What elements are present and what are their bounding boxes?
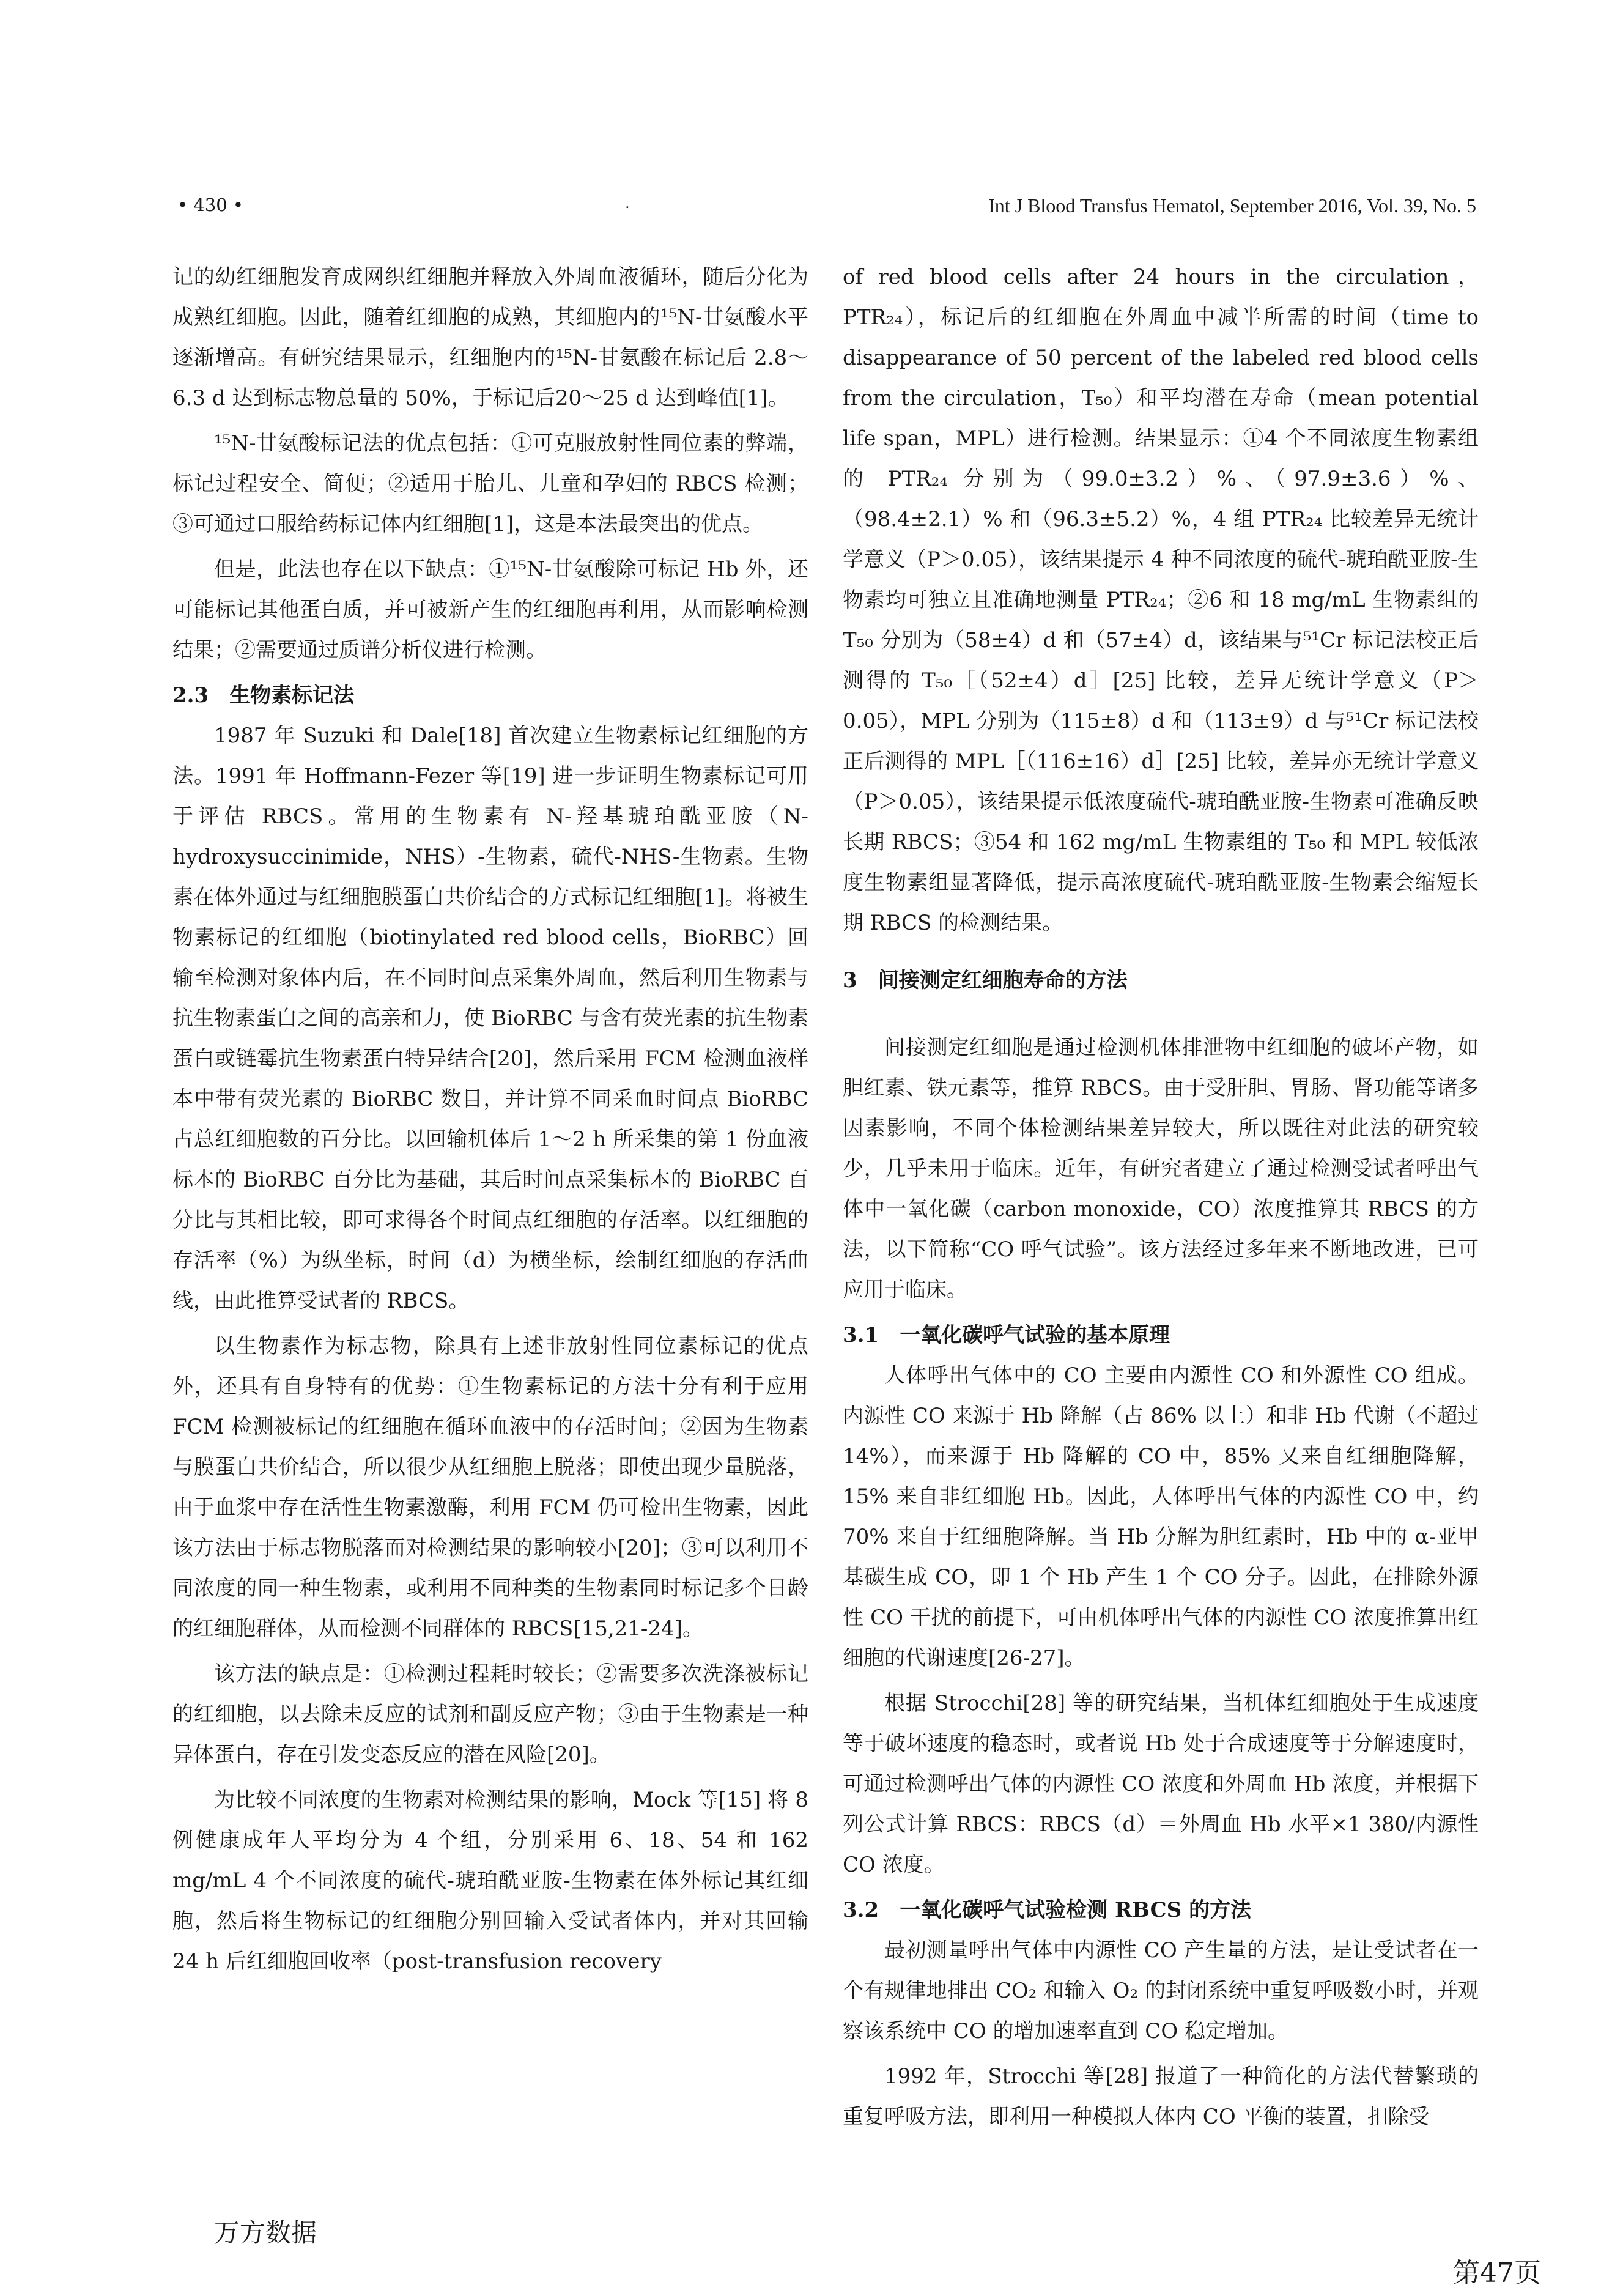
watermark: 万方数据 (214, 2218, 317, 2248)
left-column (172, 257, 808, 1987)
right-column (843, 257, 1479, 2142)
paragraph: 人体呼出气体中的 CO 主要由内源性 CO 和外源性 CO 组成。内源性 CO 来源于 Hb 降解（占 86% 以上）和非 Hb 代谢（不超过 14%），而来源于 Hb 降解的 CO 中，85% 又来自红细胞降解，15% 来自非红细胞 Hb。因此，人体呼出气体的内源性 CO 中，约 70% 来自于红细胞降解。当 Hb 分解为胆红素时，Hb 中的 α-亚甲基碳生成 CO，即 1 个 Hb 产生 1 个 CO 分子。因此，在排除外源性 CO 干扰的前提下，可由机体呼出气体的内源性 CO 浓度推算出红细胞的代谢速度[26-27]。 (843, 1363, 1479, 1670)
paragraph: ¹⁵N-甘氨酸标记法的优点包括：①可克服放射性同位素的弊端，标记过程安全、简便；②适用于胎儿、儿童和孕妇的 RBCS 检测；③可通过口服给药标记体内红细胞[1]，这是本法最突出的优点。 (172, 431, 808, 536)
section-heading: 3.2 一氧化碳呼气试验检测 RBCS 的方法 (843, 1898, 1252, 1922)
paragraph: 间接测定红细胞是通过检测机体排泄物中红细胞的破坏产物，如胆红素、铁元素等，推算 RBCS。由于受肝胆、胃肠、肾功能等诸多因素影响，不同个体检测结果差异较大，所以既往对此法的研究较少，几乎未用于临床。近年，有研究者建立了通过检测受试者呼出气体中一氧化碳（carbon monoxide，CO）浓度推算其 RBCS 的方法，以下简称“CO 呼气试验”。该方法经过多年来不断地改进，已可应用于临床。 (843, 1035, 1479, 1302)
paragraph: 为比较不同浓度的生物素对检测结果的影响，Mock 等[15] 将 8 例健康成年人平均分为 4 个组，分别采用 6、18、54 和 162 mg/mL 4 个不同浓度的硫代-琥珀酰亚胺-生物素在体外标记其红细胞，然后将生物标记的红细胞分别回输入受试者体内，并对其回输 24 h 后红细胞回收率（post-transfusion recovery (172, 1788, 808, 1974)
page-label: 第47页 (1453, 2257, 1541, 2289)
paragraph: 该方法的缺点是：①检测过程耗时较长；②需要多次洗涤被标记的红细胞，以去除未反应的试剂和副反应产物；③由于生物素是一种异体蛋白，存在引发变态反应的潜在风险[20]。 (172, 1662, 808, 1767)
paragraph: 1992 年，Strocchi 等[28] 报道了一种简化的方法代替繁琐的重复呼吸方法，即利用一种模拟人体内 CO 平衡的装置，扣除受 (843, 2064, 1479, 2129)
paragraph: 记的幼红细胞发育成网织红细胞并释放入外周血液循环，随后分化为成熟红细胞。因此，随着红细胞的成熟，其细胞内的¹⁵N-甘氨酸水平逐渐增高。有研究结果显示，红细胞内的¹⁵N-甘氨酸在标记后 2.8～6.3 d 达到标志物总量的 50%，于标记后20～25 d 达到峰值[1]。 (172, 265, 808, 410)
page-number: • 430 • (177, 194, 243, 215)
header-dot: . (625, 194, 630, 212)
paragraph: 以生物素作为标志物，除具有上述非放射性同位素标记的优点外，还具有自身特有的优势：①生物素标记的方法十分有利于应用 FCM 检测被标记的红细胞在循环血液中的存活时间；②因为生物素与膜蛋白共价结合，所以很少从红细胞上脱落；即使出现少量脱落，由于血浆中存在活性生物素激酶，利用 FCM 仍可检出生物素，因此该方法由于标志物脱落而对检测结果的影响较小[20]；③可以利用不同浓度的同一种生物素，或利用不同种类的生物素同时标记多个日龄的红细胞群体，从而检测不同群体的 RBCS[15,21-24]。 (172, 1334, 808, 1641)
paragraph: 最初测量呼出气体中内源性 CO 产生量的方法，是让受试者在一个有规律地排出 CO₂ 和输入 O₂ 的封闭系统中重复呼吸数小时，并观察该系统中 CO 的增加速率直到 CO 稳定增加。 (843, 1938, 1479, 2043)
section-heading: 3.1 一氧化碳呼气试验的基本原理 (843, 1323, 1170, 1347)
paragraph: 根据 Strocchi[28] 等的研究结果，当机体红细胞处于生成速度等于破坏速度的稳态时，或者说 Hb 处于合成速度等于分解速度时，可通过检测呼出气体的内源性 CO 浓度和外周血 Hb 浓度，并根据下列公式计算 RBCS：RBCS（d）＝外周血 Hb 水平×1 380/内源性 CO 浓度。 (843, 1691, 1479, 1877)
paragraph: 但是，此法也存在以下缺点：①¹⁵N-甘氨酸除可标记 Hb 外，还可能标记其他蛋白质，并可被新产生的红细胞再利用，从而影响检测结果；②需要通过质谱分析仪进行检测。 (172, 557, 808, 662)
section-heading: 3 间接测定红细胞寿命的方法 (843, 968, 1128, 993)
paragraph: 1987 年 Suzuki 和 Dale[18] 首次建立生物素标记红细胞的方法。1991 年 Hoffmann-Fezer 等[19] 进一步证明生物素标记可用于评估 RBCS。常用的生物素有 N-羟基琥珀酰亚胺（N-hydroxysuccinimide，NHS）-生物素，硫代-NHS-生物素。生物素在体外通过与红细胞膜蛋白共价结合的方式标记红细胞[1]。将被生物素标记的红细胞（biotinylated red blood cells，BioRBC）回输至检测对象体内后，在不同时间点采集外周血，然后利用生物素与抗生物素蛋白之间的高亲和力，使 BioRBC 与含有荧光素的抗生物素蛋白或链霉抗生物素蛋白特异结合[20]，然后采用 FCM 检测血液样本中带有荧光素的 BioRBC 数目，并计算不同采血时间点 BioRBC 占总红细胞数的百分比。以回输机体后 1～2 h 所采集的第 1 份血液标本的 BioRBC 百分比为基础，其后时间点采集标本的 BioRBC 百分比与其相比较，即可求得各个时间点红细胞的存活率。以红细胞的存活率（%）为纵坐标，时间（d）为横坐标，绘制红细胞的存活曲线，由此推算受试者的 RBCS。 (172, 724, 808, 1313)
journal-header: Int J Blood Transfus Hematol, September 2016, Vol. 39, No. 5 (988, 194, 1476, 217)
section-heading: 2.3 生物素标记法 (172, 683, 355, 708)
paragraph: of red blood cells after 24 hours in the circulation，PTR₂₄），标记后的红细胞在外周血中减半所需的时间（time to disappearance of 50 percent of the labeled red blood cells from the circulation，T₅₀）和平均潜在寿命（mean potential life span，MPL）进行检测。结果显示：①4 个不同浓度生物素组的 PTR₂₄ 分别为（99.0±3.2）%、（97.9±3.6）%、（98.4±2.1）% 和（96.3±5.2）%，4 组 PTR₂₄ 比较差异无统计学意义（P＞0.05），该结果提示 4 种不同浓度的硫代-琥珀酰亚胺-生物素均可独立且准确地测量 PTR₂₄；②6 和 18 mg/mL 生物素组的 T₅₀ 分别为（58±4）d 和（57±4）d，该结果与⁵¹Cr 标记法校正后测得的 T₅₀［（52±4）d］[25] 比较，差异无统计学意义（P＞0.05），MPL 分别为（115±8）d 和（113±9）d 与⁵¹Cr 标记法校正后测得的 MPL［（116±16）d］[25] 比较，差异亦无统计学意义（P＞0.05），该结果提示低浓度硫代-琥珀酰亚胺-生物素可准确反映长期 RBCS；③54 和 162 mg/mL 生物素组的 T₅₀ 和 MPL 较低浓度生物素组显著降低，提示高浓度硫代-琥珀酰亚胺-生物素会缩短长期 RBCS 的检测结果。 (843, 265, 1479, 935)
